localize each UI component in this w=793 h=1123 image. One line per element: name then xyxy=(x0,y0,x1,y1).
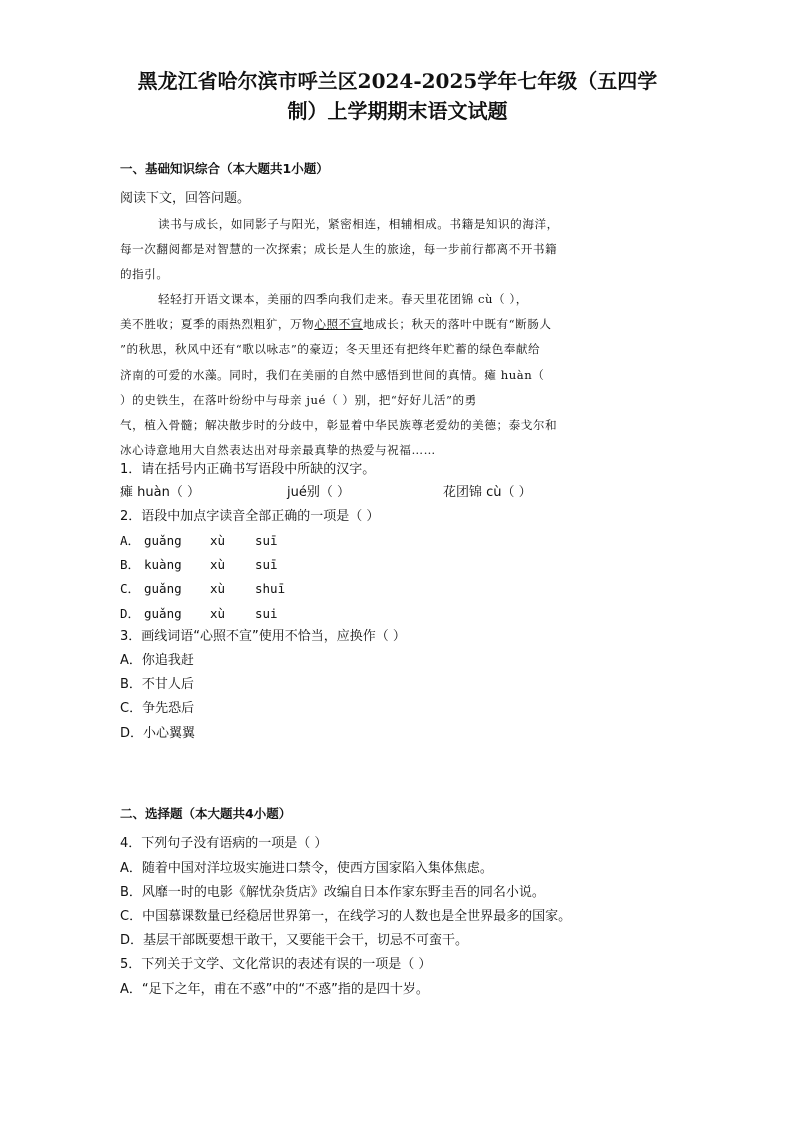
passage-line: ）的史铁生，在落叶纷纷中与母亲 jué（ ）别，把“好好儿活”的勇 xyxy=(120,393,477,407)
passage-line-part: 地成长；秋天的落叶中既有“断肠人 xyxy=(362,317,552,331)
pinyin: shuī xyxy=(255,581,286,596)
pinyin: suī xyxy=(255,557,278,572)
pinyin: xù xyxy=(210,581,226,596)
q3-option-b: B．不甘人后 xyxy=(120,677,194,692)
passage-line: 气，植入骨髓；解决散步时的分歧中，彰显着中华民族尊老爱幼的美德；泰戈尔和 xyxy=(120,418,558,432)
q5-option-a: A．“足下之年，甫在不惑”中的“不惑”指的是四十岁。 xyxy=(120,982,429,997)
pinyin: guǎng xyxy=(144,606,182,621)
document-title-line-1: 黑龙江省哈尔滨市呼兰区2024-2025学年七年级（五四学 xyxy=(137,69,658,93)
q4-option-d: D．基层干部既要想干敢干，又要能干会干，切忌不可蛮干。 xyxy=(120,933,469,948)
pinyin: sui xyxy=(255,606,278,621)
q3-option-c: C．争先恐后 xyxy=(120,701,195,716)
pinyin: kuàng xyxy=(144,557,182,572)
passage-line: 的指引。 xyxy=(120,267,169,281)
pinyin: guǎng xyxy=(144,533,182,548)
option-label: D． xyxy=(120,606,141,621)
q1-fill-jue: jué别（ ） xyxy=(287,485,350,500)
passage-line xyxy=(120,315,552,333)
passage-line: 读书与成长，如同影子与阳光，紧密相连，相辅相成。书籍是知识的海洋， xyxy=(158,217,559,231)
option-label: B． xyxy=(120,557,141,572)
question-4-stem: 4．下列句子没有语病的一项是（ ） xyxy=(120,836,328,851)
pinyin: xù xyxy=(210,557,226,572)
option-label: C． xyxy=(120,581,141,596)
reading-intro: 阅读下文，回答问题。 xyxy=(120,191,251,206)
passage-line: 轻轻打开语文课本，美丽的四季向我们走来。春天里花团锦 cù（ ）， xyxy=(158,292,528,306)
pinyin: suī xyxy=(255,533,278,548)
pinyin: xù xyxy=(210,606,226,621)
q4-option-c: C．中国慕课数量已经稳居世界第一，在线学习的人数也是全世界最多的国家。 xyxy=(120,909,572,924)
pinyin: xù xyxy=(210,533,226,548)
passage-line: ”的秋思，秋风中还有“歌以咏志”的豪迈；冬天里还有把终年贮蓄的绿色奉献给 xyxy=(120,342,541,356)
q3-option-a: A．你追我赶 xyxy=(120,653,194,668)
question-2-stem: 2．语段中加点字读音全部正确的一项是（ ） xyxy=(120,509,380,524)
question-1-stem: 1．请在括号内正确书写语段中所缺的汉字。 xyxy=(120,462,376,477)
passage-line: 济南的可爱的水藻。同时，我们在美丽的自然中感悟到世间的真情。瘫 huàn（ xyxy=(120,368,545,382)
passage-line: 每一次翻阅都是对智慧的一次探索；成长是人生的旅途，每一步前行都离不开书籍 xyxy=(120,242,558,256)
q4-option-b: B．风靡一时的电影《解忧杂货店》改编自日本作家东野圭吾的同名小说。 xyxy=(120,885,545,900)
underlined-word: 心照不宣 xyxy=(314,317,363,331)
document-title-line-2: 制）上学期期末语文试题 xyxy=(287,99,508,123)
pinyin: guǎng xyxy=(144,581,182,596)
section-1-heading: 一、基础知识综合（本大题共1小题） xyxy=(120,161,329,176)
q1-fill-cu: 花团锦 cù（ ） xyxy=(443,485,532,500)
passage-line: 冰心诗意地用大自然表达出对母亲最真挚的热爱与祝福…… xyxy=(120,443,436,457)
section-2-heading: 二、选择题（本大题共4小题） xyxy=(120,806,292,821)
question-5-stem: 5．下列关于文学、文化常识的表述有误的一项是（ ） xyxy=(120,957,432,972)
question-3-stem: 3．画线词语“心照不宣”使用不恰当，应换作（ ） xyxy=(120,629,406,644)
option-label: A． xyxy=(120,533,141,548)
q4-option-a: A．随着中国对洋垃圾实施进口禁令，使西方国家陷入集体焦虑。 xyxy=(120,861,493,876)
passage-line-part: 美不胜收；夏季的雨热烈粗犷，万物 xyxy=(120,317,315,331)
q3-option-d: D．小心翼翼 xyxy=(120,726,196,741)
q1-fill-huan: 瘫 huàn（ ） xyxy=(120,485,200,500)
